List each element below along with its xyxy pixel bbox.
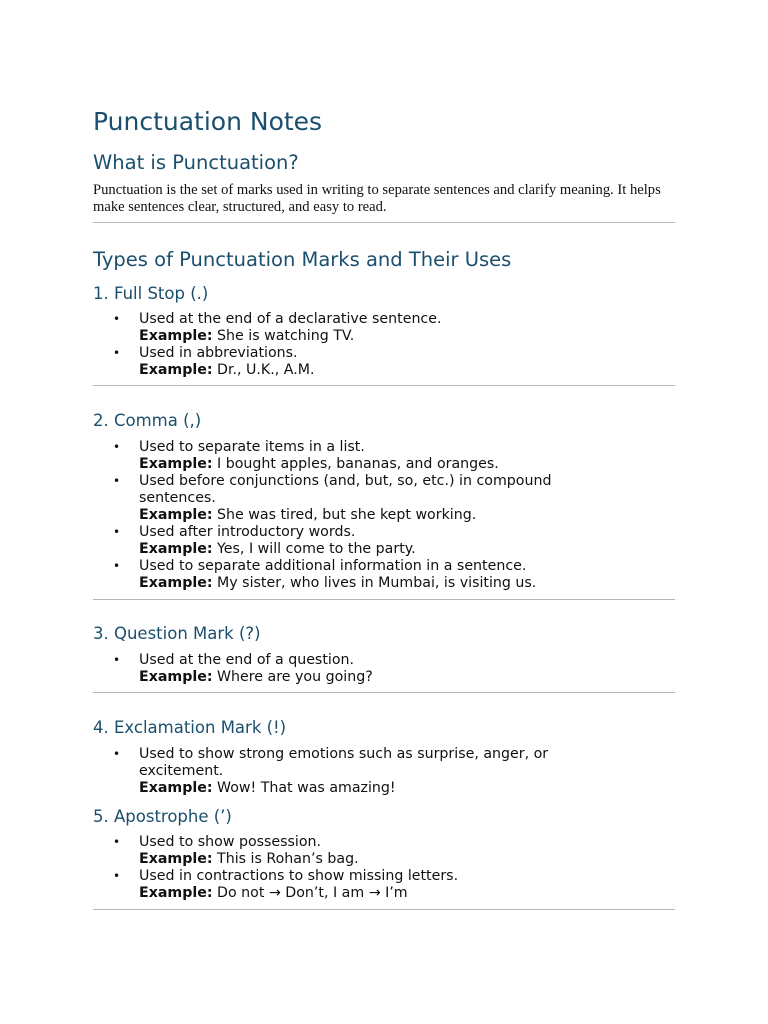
exclamation-mark-list: [93, 746, 613, 797]
use-text: Used at the end of a question.: [139, 652, 355, 668]
intro-heading: What is Punctuation?: [93, 151, 299, 174]
section-heading-comma: 2. Comma (,): [93, 411, 202, 430]
example-line: [139, 328, 613, 345]
bullet-icon: •: [113, 747, 121, 761]
example-line: [139, 780, 613, 797]
example-text: She is watching TV.: [217, 328, 355, 344]
bullet-icon: •: [113, 474, 121, 488]
types-heading: Types of Punctuation Marks and Their Uses: [93, 248, 512, 271]
list-item: [93, 473, 613, 524]
apostrophe-list: [93, 834, 613, 902]
divider: [93, 909, 675, 910]
section-heading-exclamation-mark: 4. Exclamation Mark (!): [93, 718, 287, 737]
bullet-icon: •: [113, 346, 121, 360]
list-item: [93, 834, 613, 868]
example-text: She was tired, but she kept working.: [217, 507, 477, 523]
bullet-icon: •: [113, 869, 121, 883]
example-text: Dr., U.K., A.M.: [217, 362, 315, 378]
section-heading-apostrophe: 5. Apostrophe (’): [93, 807, 232, 826]
example-line: [139, 885, 613, 902]
list-item: [93, 345, 613, 379]
list-item: [93, 868, 613, 902]
bullet-icon: •: [113, 525, 121, 539]
example-line: [139, 669, 613, 686]
comma-list: [93, 439, 613, 592]
divider: [93, 385, 675, 386]
question-mark-list: [93, 652, 613, 686]
use-text: Used to show possession.: [139, 834, 322, 850]
bullet-icon: •: [113, 440, 121, 454]
bullet-icon: •: [113, 559, 121, 573]
use-text: Used after introductory words.: [139, 524, 356, 540]
list-item: [93, 439, 613, 473]
use-text: Used in abbreviations.: [139, 345, 298, 361]
full-stop-list: [93, 311, 613, 379]
list-item: [93, 524, 613, 558]
example-text: Where are you going?: [217, 669, 373, 685]
example-line: [139, 362, 613, 379]
example-label: Example:: [139, 362, 213, 378]
example-label: Example:: [139, 507, 213, 523]
section-heading-full-stop: 1. Full Stop (.): [93, 284, 209, 303]
use-text: Used to show strong emotions such as surprise, anger, or excitement.: [139, 746, 549, 779]
example-label: Example:: [139, 780, 213, 796]
example-label: Example:: [139, 575, 213, 591]
bullet-icon: •: [113, 653, 121, 667]
use-text: Used at the end of a declarative sentence.: [139, 311, 442, 327]
example-text: I bought apples, bananas, and oranges.: [217, 456, 499, 472]
example-label: Example:: [139, 851, 213, 867]
example-line: [139, 507, 613, 524]
example-text: Do not → Don’t, I am → I’m: [217, 885, 408, 901]
page-title: Punctuation Notes: [93, 107, 323, 136]
example-text: Yes, I will come to the party.: [217, 541, 416, 557]
bullet-icon: •: [113, 835, 121, 849]
use-text: Used before conjunctions (and, but, so, etc.) in compound sentences.: [139, 473, 552, 506]
example-line: [139, 851, 613, 868]
example-label: Example:: [139, 328, 213, 344]
use-text: Used to separate additional information in a sentence.: [139, 558, 527, 574]
example-line: [139, 541, 613, 558]
list-item: [93, 558, 613, 592]
example-label: Example:: [139, 541, 213, 557]
divider: [93, 692, 675, 693]
divider: [93, 599, 675, 600]
example-label: Example:: [139, 885, 213, 901]
example-line: [139, 575, 613, 592]
use-text: Used to separate items in a list.: [139, 439, 365, 455]
example-text: Wow! That was amazing!: [217, 780, 396, 796]
list-item: [93, 652, 613, 686]
list-item: [93, 311, 613, 345]
example-text: My sister, who lives in Mumbai, is visiting us.: [217, 575, 537, 591]
bullet-icon: •: [113, 312, 121, 326]
example-label: Example:: [139, 669, 213, 685]
use-text: Used in contractions to show missing letters.: [139, 868, 459, 884]
divider: [93, 222, 675, 223]
example-text: This is Rohan’s bag.: [217, 851, 359, 867]
example-line: [139, 456, 613, 473]
intro-paragraph: Punctuation is the set of marks used in writing to separate sentences and clarify meaning. It helps make sentences clear, structured, and easy to read.: [93, 182, 661, 215]
list-item: [93, 746, 613, 797]
section-heading-question-mark: 3. Question Mark (?): [93, 624, 261, 643]
example-label: Example:: [139, 456, 213, 472]
